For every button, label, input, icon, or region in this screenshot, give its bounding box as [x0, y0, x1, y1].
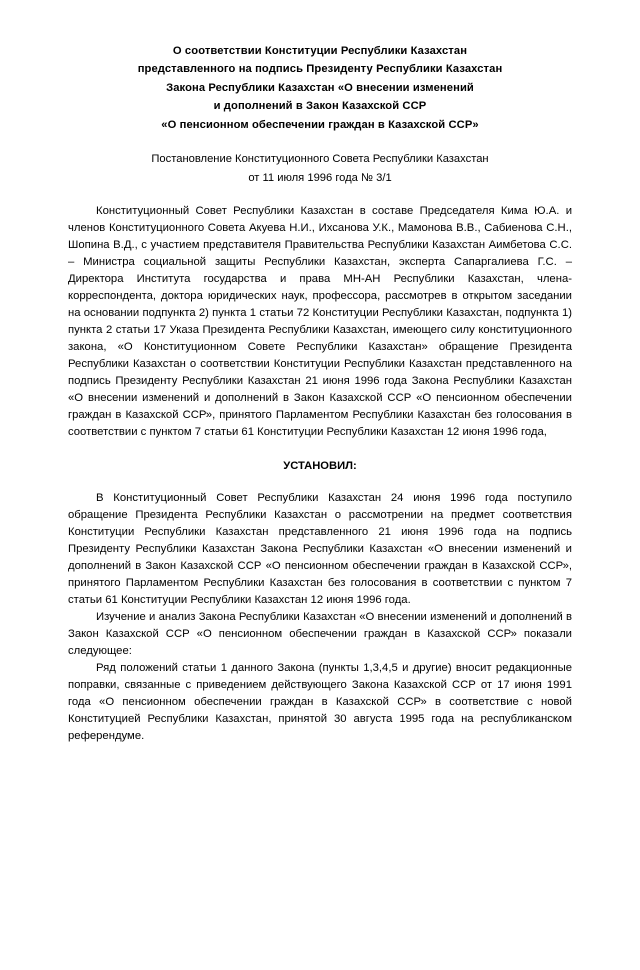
title-line-2: представленного на подпись Президенту Республики Казахстан	[137, 63, 503, 76]
document-title	[68, 42, 572, 134]
section-heading-ustanovil: УСТАНОВИЛ:	[283, 460, 357, 473]
document-subtitle	[68, 150, 572, 187]
title-line-5: «О пенсионном обеспечении граждан в Казахской ССР»	[161, 118, 479, 131]
subtitle-line-1: Постановление Конституционного Совета Республики Казахстан	[151, 153, 489, 166]
body-paragraph-2: Изучение и анализ Закона Республики Казахстан «О внесении изменений и дополнений в Закон Казахской ССР «О пенсионном обеспечении граждан в Казахской ССР» показали следующее:	[68, 611, 572, 658]
preamble-paragraph: Конституционный Совет Республики Казахстан в составе Председателя Кима Ю.А. и членов Конституционного Совета Акуева Н.И., Ихсанова У.К., Мамонова В.В., Сабиенова С.Н., Шопина В.Д., с участием представителя Правительства Республики Казахстан Аимбетова С.С. – Министра социальной защиты Республики Казахстан, эксперта Сапаргалиева Г.С. – Директора Института государства и права МН-АН Республики Казахстан, члена-корреспондента, доктора юридических наук, профессора, рассмотрев в открытом заседании на основании подпункта 2) пункта 1 статьи 72 Конституции Республики Казахстан, подпункта 1) пункта 2 статьи 17 Указа Президента Республики Казахстан, имеющего силу конституционного закона, «О Конституционном Совете Республики Казахстан» обращение Президента Республики Казахстан о соответствии Конституции Республики Казахстан представленного на подпись Президенту Республики Казахстан 21 июня 1996 года Закона Республики Казахстан «О внесении изменений и дополнений в Закон Казахской ССР «О пенсионном обеспечении граждан в Казахской ССР», принятого Парламентом Республики Казахстан без голосования в соответствии с пунктом 7 статьи 61 Конституции Республики Казахстан 12 июня 1996 года,	[68, 205, 572, 439]
subtitle-line-2: от 11 июля 1996 года № 3/1	[248, 171, 392, 184]
body-paragraph-3: Ряд положений статьи 1 данного Закона (пункты 1,3,4,5 и другие) вносит редакционные поправки, связанные с приведением действующего Закона Казахской ССР от 17 июня 1991 года «О пенсионном обеспечении граждан в Казахской ССР» в соответствие с новой Конституцией Республики Казахстан, принятой 30 августа 1995 года на республиканском референдуме.	[68, 662, 572, 743]
body-paragraph-1: В Конституционный Совет Республики Казахстан 24 июня 1996 года поступило обращение Президента Республики Казахстан о рассмотрении на предмет соответствия Конституции Республики Казахстан представленного 21 июня 1996 года на подпись Президенту Республики Казахстан Закона Республики Казахстан «О внесении изменений и дополнений в Закон Казахской ССР «О пенсионном обеспечении граждан в Казахской ССР», принятого Парламентом Республики Казахстан без голосования в соответствии с пунктом 7 статьи 61 Конституции Республики Казахстан 12 июня 1996 года.	[68, 492, 572, 607]
title-line-3: Закона Республики Казахстан «О внесении изменений	[166, 81, 474, 94]
title-line-1: О соответствии Конституции Республики Казахстан	[172, 45, 468, 57]
document-body	[68, 203, 572, 745]
title-line-4: и дополнений в Закон Казахской ССР	[213, 100, 427, 113]
